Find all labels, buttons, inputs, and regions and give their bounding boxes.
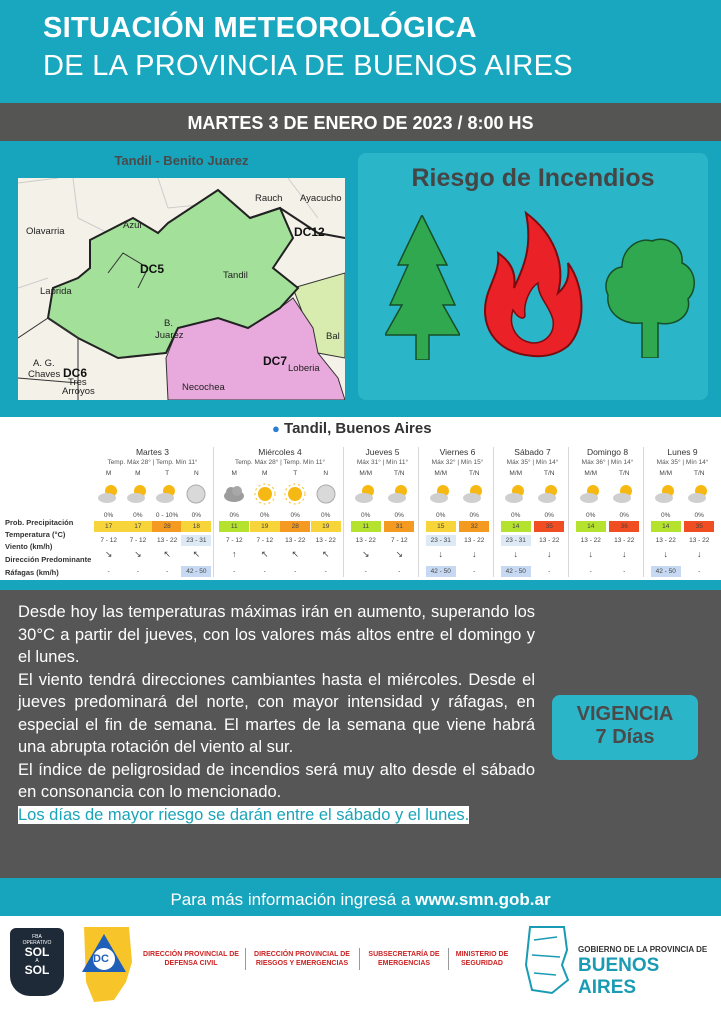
gust-value: - [398,568,401,575]
day-name: Martes 3 [135,447,170,457]
vigencia-label: VIGENCIA [576,703,674,725]
gob-title: BUENOS AIRES [578,955,660,998]
slot-label: T/N [544,470,555,477]
wind-direction-icon: ↖ [291,549,300,559]
gust-value: - [324,568,327,575]
map-label: Tres [68,377,87,388]
date-label: MARTES 3 DE ENERO DE 2023 / 8:00 HS [187,113,534,133]
footer-link[interactable]: SUBSECRETARÍA DE EMERGENCIAS [368,951,440,967]
slot-label: M [262,470,268,477]
temp-value: 17 [123,521,153,532]
wind-direction-icon: ↘ [104,549,113,559]
row-label: Viento (km/h) [5,542,53,551]
precip-value: 0% [361,512,371,519]
day-temps: Máx 35° | Mín 14° [656,459,709,466]
sun-cloud-icon [155,482,179,506]
wind-direction-icon: ↓ [622,549,627,559]
day-name: Jueves 5 [365,447,400,457]
wind-direction-icon: ↖ [192,549,201,559]
slot-label: M [135,470,141,477]
wind-value: 13 - 22 [580,537,601,544]
precip-value: 0% [229,512,239,519]
wind-value: 13 - 22 [614,537,635,544]
gust-value: 42 - 50 [181,566,211,577]
day-divider [343,447,344,577]
precip-value: 0% [103,512,114,519]
temp-value: 14 [501,521,531,532]
precip-value: 0% [661,512,671,519]
map-label: Arroyos [62,386,95,397]
precip-value: 0% [436,512,446,519]
gust-value: - [107,568,110,575]
wind-direction-icon: ↓ [513,549,518,559]
sun-cloud-icon [387,482,411,506]
badge-text: SOL [24,963,50,977]
region-map [18,178,345,400]
footer-divider [359,948,360,970]
wind-value: 23 - 31 [181,535,211,546]
temp-value: 32 [459,521,489,532]
temp-value: 19 [250,521,280,532]
wind-value: 13 - 22 [655,537,676,544]
wind-direction-icon: ↓ [547,549,552,559]
map-label: Necochea [182,382,225,393]
wind-value: 13 - 22 [464,537,485,544]
day-name: Lunes 9 [667,447,698,457]
sun-cloud-icon [462,482,486,506]
sun-cloud-icon [504,482,528,506]
footer-divider [448,948,449,970]
map-label: A. G. [33,358,55,369]
map-label: Azul [123,220,142,231]
day-temps: Máx 36° | Mín 14° [581,459,634,466]
slot-label: T/N [469,470,480,477]
precip-value: 0% [260,512,270,519]
map-title: Tandil - Benito Juarez [114,153,249,168]
fire-risk-title: Riesgo de Incendios [411,164,655,192]
footer-divider [245,948,246,970]
gust-value: - [263,568,266,575]
day-divider [643,447,644,577]
wind-direction-icon: ↑ [232,549,237,559]
wind-value: 23 - 31 [501,535,531,546]
summary-text [18,601,535,826]
wind-direction-icon: ↖ [260,549,269,559]
slot-label: M/M [434,470,448,477]
gust-value: 42 - 50 [501,566,531,577]
map-label: B. [164,318,173,329]
precip-value: 0% [469,512,479,519]
precip-value: 0% [290,512,300,519]
map-label: Rauch [255,193,283,204]
sun-cloud-icon [687,482,711,506]
temp-value: 35 [684,521,714,532]
precip-value: 0% [694,512,704,519]
zone-label: DC7 [263,354,288,368]
wind-value: 7 - 12 [390,537,408,544]
vigencia-badge [552,695,698,760]
precip-value: 0% [133,512,143,519]
wind-direction-icon: ↓ [472,549,477,559]
zone-label: DC12 [294,225,325,239]
row-label: Dirección Predominante [5,555,92,564]
day-name: Domingo 8 [586,447,629,457]
wind-direction-icon: ↓ [588,549,593,559]
precip-value: 0% [586,512,596,519]
moon-icon [184,482,208,506]
temp-value: 15 [426,521,456,532]
gust-value: - [623,568,626,575]
map-label: Juarez [155,330,184,341]
precip-value: 0% [321,512,331,519]
slot-label: T/N [394,470,405,477]
sun-icon [283,482,307,506]
gust-value: - [233,568,236,575]
wind-direction-icon: ↘ [134,549,142,559]
fire-icon [478,208,588,358]
sun-cloud-icon [579,482,603,506]
temp-value: 11 [219,521,249,532]
precip-value: 0% [544,512,554,519]
map-label: Ayacucho [300,193,342,204]
day-divider [213,447,214,577]
location-pin-icon: ● [272,421,280,436]
row-label: Temperatura (°C) [5,530,66,539]
temp-value: 17 [94,521,124,532]
map-label: Olavarria [26,226,65,237]
day-name: Viernes 6 [439,447,476,457]
day-temps: Máx 32° | Mín 15° [431,459,484,466]
gust-value: - [698,568,701,575]
sun-cloud-icon [126,482,150,506]
day-divider [493,447,494,577]
gust-value: - [136,568,139,575]
temp-value: 19 [311,521,341,532]
wind-value: 13 - 22 [285,537,306,544]
province-map-icon [522,925,572,995]
slot-label: N [194,470,199,477]
slot-label: M/M [509,470,523,477]
sun-cloud-icon [537,482,561,506]
wind-direction-icon: ↓ [697,549,702,559]
gust-value: 42 - 50 [651,566,681,577]
info-text [0,890,721,910]
gust-value: - [364,568,367,575]
temp-value: 11 [351,521,381,532]
zone-label: DC5 [140,262,165,276]
wind-value: 7 - 12 [256,537,274,544]
wind-value: 13 - 22 [689,537,710,544]
day-temps: Máx 35° | Mín 14° [506,459,559,466]
cloud-icon [222,482,246,506]
wind-value: 13 - 22 [355,537,376,544]
temp-value: 14 [576,521,606,532]
dc-logo-text: DC [93,953,109,965]
footer-link[interactable]: MINISTERIO DE SEGURIDAD [455,951,509,967]
precip-value: 0% [191,512,202,519]
gust-value: - [548,568,551,575]
sun-cloud-icon [354,482,378,506]
wind-value: 23 - 31 [426,535,456,546]
day-temps: Máx 31° | Mín 11° [356,459,409,466]
wind-value: 13 - 22 [539,537,560,544]
day-temps: Temp. Máx 28° | Temp. Mín 11° [107,459,198,466]
slot-label: M/M [659,470,673,477]
gust-value: 42 - 50 [426,566,456,577]
gust-value: - [589,568,592,575]
day-divider [568,447,569,577]
wind-direction-icon: ↓ [438,549,443,559]
wind-value: 13 - 22 [315,537,336,544]
badge-text: OPERATIVO [22,940,52,946]
gust-value: - [473,568,476,575]
temp-value: 28 [152,521,182,532]
temp-value: 35 [534,521,564,532]
day-name: Miércoles 4 [258,447,302,457]
summary-highlight: Los días de mayor riesgo se darán entre el sábado y el lunes. [18,805,470,824]
slot-label: T/N [619,470,630,477]
temp-value: 28 [280,521,310,532]
slot-label: M [105,470,112,477]
temp-value: 18 [181,521,211,532]
badge-text: A [35,958,39,964]
day-divider [418,447,419,577]
slot-label: T [293,470,298,477]
badge-text: SOL [24,945,50,959]
precip-value: 0% [394,512,404,519]
summary-paragraph: El viento tendrá direcciones cambiantes hasta el miércoles. Desde el jueves predominará del norte, con mayor intensidad y ráfagas, en especial el fin de semana. El martes de la semana que viene habrá una abrupta rotación del viento al sur. [18,670,535,756]
precip-value: 0 - 10% [155,512,179,519]
wind-direction-icon: ↖ [163,549,171,559]
header-title: SITUACIÓN METEOROLÓGICA [43,12,477,44]
slot-label: M/M [584,470,598,477]
wind-direction-icon: ↘ [395,549,404,559]
map-label: Chaves [28,369,61,380]
day-temps: Temp. Máx 28° | Temp. Mín 11° [234,459,326,466]
temp-value: 14 [651,521,681,532]
sun-cloud-icon [429,482,453,506]
slot-label: T [165,470,170,477]
summary-paragraph: El índice de peligrosidad de incendios será muy alto desde el sábado en consonancia con lo mencionado. [18,760,535,801]
zone-label: DC6 [63,366,88,380]
vigencia-days: 7 Días [595,726,655,748]
day-name: Sábado 7 [514,447,551,457]
sol-a-sol-badge [10,928,64,996]
gob-label: GOBIERNO DE LA PROVINCIA DE [578,945,708,954]
wind-direction-icon: ↖ [321,549,330,559]
temp-value: 31 [384,521,414,532]
wind-value: 13 - 22 [157,537,178,544]
slot-label: N [323,470,329,477]
row-label: Ráfagas (km/h) [5,568,59,577]
map-label: Loberia [288,363,320,374]
map-label: Bal [326,331,340,342]
footer-link[interactable]: DIRECCIÓN PROVINCIAL DE DEFENSA CIVIL [143,951,239,967]
moon-icon [314,482,338,506]
slot-label: M/M [359,470,373,477]
location-label: Tandil, Buenos Aires [284,420,432,437]
sun-icon [253,482,277,506]
info-prefix: Para más información ingresá a [170,890,416,909]
header-subtitle: DE LA PROVINCIA DE BUENOS AIRES [43,50,573,82]
sun-cloud-icon [654,482,678,506]
info-link[interactable]: www.smn.gob.ar [415,890,551,909]
row-label: Prob. Precipitación [5,518,74,527]
gust-value: - [166,568,169,575]
tree-icon [604,233,696,358]
gust-value: - [294,568,297,575]
temp-value: 36 [609,521,639,532]
map-label: Laprida [40,286,72,297]
slot-label: M [231,470,237,477]
precip-value: 0% [511,512,521,519]
wind-value: 7 - 12 [225,537,243,544]
pine-tree-icon [385,215,460,360]
summary-paragraph: Desde hoy las temperaturas máximas irán en aumento, superando los 30°C a partir del jueves, con los valores más altos entre el domingo y el lunes. [18,603,535,666]
slot-label: T/N [694,470,705,477]
sun-cloud-icon [97,482,121,506]
sun-cloud-icon [612,482,636,506]
wind-value: 7 - 12 [129,537,147,544]
wind-direction-icon: ↘ [361,549,370,559]
forecast-location [272,420,432,437]
map-label: Tandil [223,270,248,281]
badge-text: FBA [32,934,42,940]
wind-value: 7 - 12 [100,537,117,544]
precip-value: 0% [619,512,629,519]
wind-direction-icon: ↓ [663,549,668,559]
footer-link[interactable]: DIRECCIÓN PROVINCIAL DE RIESGOS Y EMERGENCIAS [254,951,350,967]
